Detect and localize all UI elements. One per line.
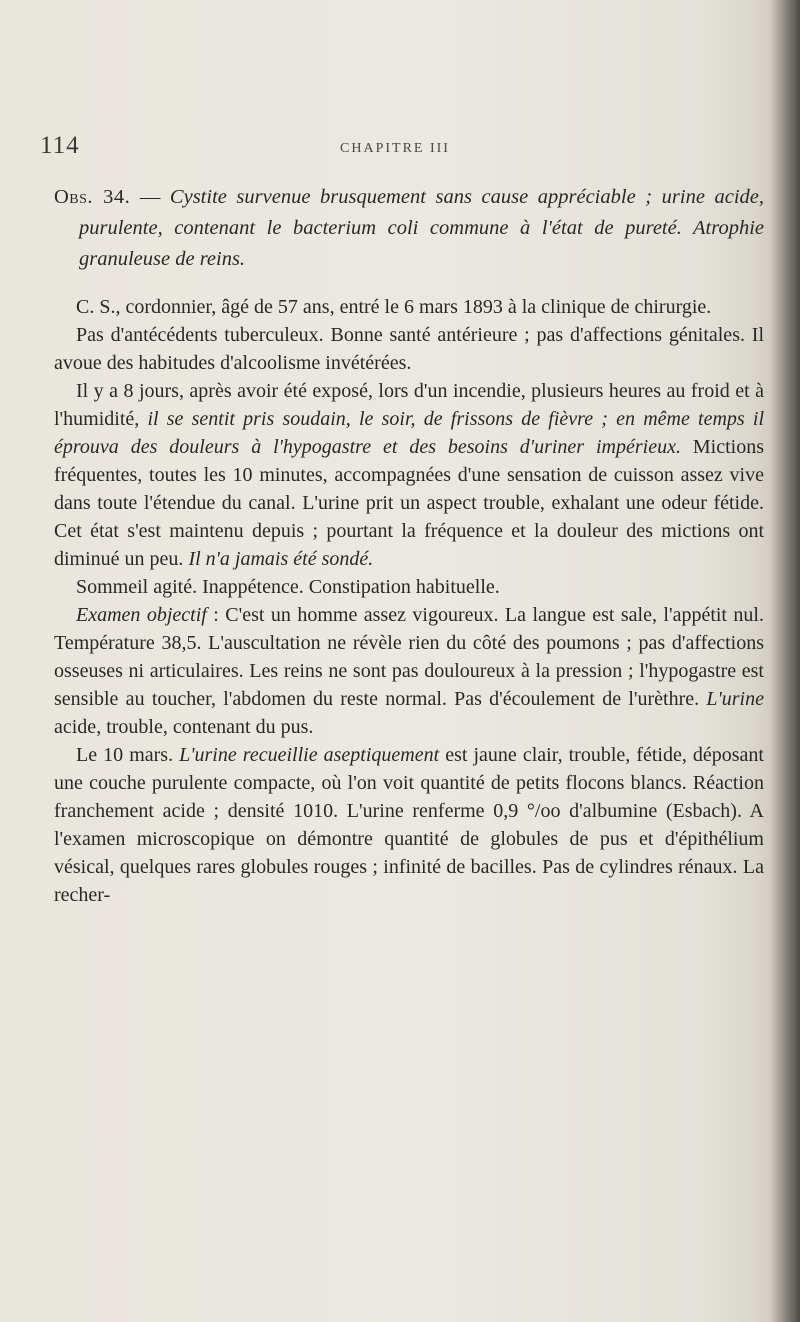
observation-label: Obs. 34.	[54, 186, 131, 208]
page-body	[54, 182, 764, 909]
page-number: 114	[40, 132, 80, 159]
paragraph-antecedents: Pas d'antécédents tuberculeux. Bonne santé antérieure ; pas d'affections génitales. Il avoue des habitudes d'alcoolisme invétérées.	[54, 324, 764, 374]
paragraph-urine-analysis	[54, 741, 764, 909]
paragraph-history	[54, 377, 764, 573]
history-text-2: Mictions fréquentes, toutes les 10 minutes, accompagnées d'une sensation de cuisson assez vive dans toute l'étendue du canal. L'urine prit un aspect trouble, exhalant une odeur fétide. Cet état s'est maintenu depuis ; pourtant la fréquence et la douleur des mictions ont diminué un peu.	[54, 436, 764, 570]
page-header	[40, 132, 750, 166]
examination-italic-1: Examen objectif	[76, 604, 207, 626]
paragraph-patient: C. S., cordonnier, âgé de 57 ans, entré le 6 mars 1893 à la clinique de chirurgie.	[76, 296, 712, 318]
page-edge-shadow	[770, 0, 800, 1322]
urine-italic-1: L'urine recueillie aseptiquement	[179, 744, 440, 766]
paragraph-examination	[54, 601, 764, 741]
urine-text-1: Le 10 mars.	[76, 744, 180, 766]
history-italic-1: il se sentit pris soudain, le soir, de frissons de fièvre ; en même temps il éprouva des douleurs à l'hypogastre et des besoins d'uriner impérieux.	[54, 408, 764, 458]
observation-heading: Cystite survenue brusquement sans cause appréciable ; urine acide, purulente, contenant le bacterium coli commune à l'état de pureté. Atrophie granuleuse de reins.	[79, 186, 765, 270]
running-head: CHAPITRE III	[340, 141, 450, 156]
examination-text-2: acide, trouble, contenant du pus.	[54, 716, 314, 738]
history-text-1: Il y a 8 jours, après avoir été exposé, lors d'un incendie, plusieurs heures au froid et à l'humidité,	[54, 380, 764, 430]
examination-italic-2: L'urine	[706, 688, 764, 710]
urine-text-2: est jaune clair, trouble, fétide, déposant une couche purulente compacte, où l'on voit quantité de petits flocons blancs. Réaction franchement acide ; densité 1010. L'urine renferme 0,9 °/oo d'albumine (Esbach). A l'examen microscopique on démontre quantité de globules de pus et d'épithélium vésical, quelques rares globules rouges ; infinité de bacilles. Pas de cylindres rénaux. La recher-	[54, 744, 764, 906]
paragraph-general-state: Sommeil agité. Inappétence. Constipation habituelle.	[76, 576, 500, 598]
examination-text-1: : C'est un homme assez vigoureux. La langue est sale, l'appétit nul. Température 38,5. L'auscultation ne révèle rien du côté des poumons ; pas d'affections osseuses ni articulaires. Les reins ne sont pas douloureux à la pression ; l'hypogastre est sensible au toucher, l'abdomen du reste normal. Pas d'écoulement de l'urèthre.	[54, 604, 764, 710]
history-italic-2: Il n'a jamais été sondé.	[188, 548, 374, 570]
observation-dash: —	[130, 186, 170, 208]
observation-title	[54, 182, 764, 275]
